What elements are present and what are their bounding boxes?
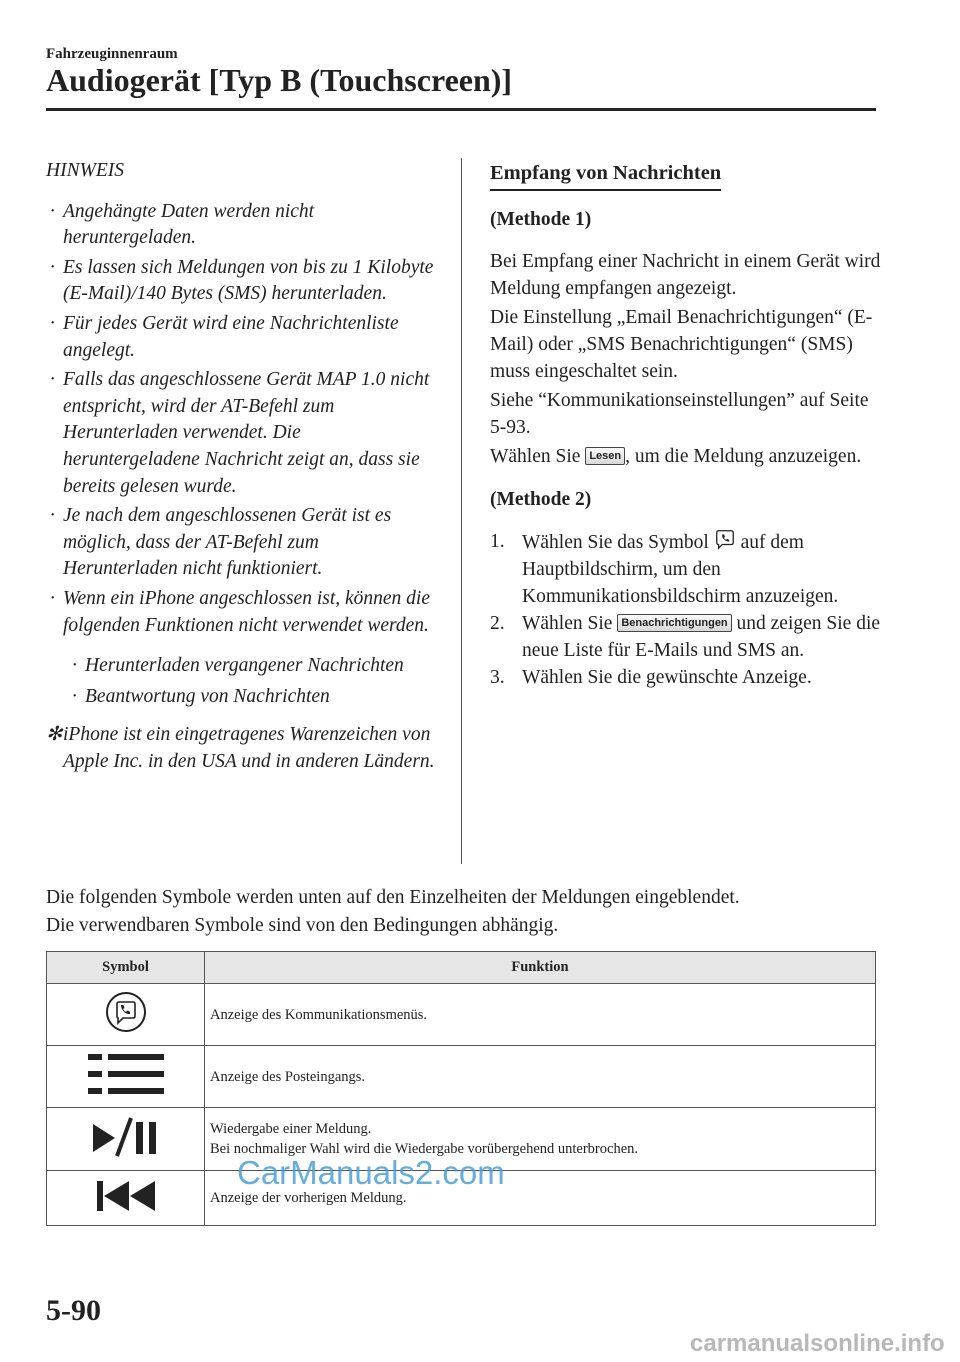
note-footnote: ✻ iPhone ist ein eingetragenes Warenzeichen von Apple Inc. in den USA und in anderen Ländern. [46, 724, 435, 772]
step: 2. Wählen Sie Benachrichtigungen und zeigen Sie die neue Liste für E-Mails und SMS an. [490, 613, 881, 661]
lesen-button[interactable]: Lesen [585, 447, 625, 465]
note-sub-bullet: · Herunterladen vergangener Nachrichten [72, 655, 404, 677]
method1-paragraph: Wählen Sie Lesen , um die Meldung anzuzeigen. [490, 446, 862, 467]
table-cell: Anzeige des Posteingangs. [205, 1046, 876, 1108]
table-cell: Anzeige der vorherigen Meldung. [205, 1171, 876, 1226]
table-cell: Wiedergabe einer Meldung. Bei nochmaliger Wahl wird die Wiedergabe vorübergehend unterbrochen. [205, 1108, 876, 1171]
note-bullet: · Es lassen sich Meldungen von bis zu 1 Kilobyte (E-Mail)/140 Bytes (SMS) herunterladen. [50, 256, 434, 305]
note-bullet: · Angehängte Daten werden nicht heruntergeladen. [50, 200, 315, 249]
method1-paragraph: Bei Empfang einer Nachricht in einem Gerät wird Meldung empfangen angezeigt. [490, 251, 881, 299]
method1-paragraph: Die Einstellung „Email Benachrichtigungen“ (E-Mail) oder „SMS Benachrichtigungen“ (SMS) muss eingeschaltet sein. [490, 307, 873, 382]
title-rule [46, 108, 876, 111]
table-row [47, 984, 876, 1046]
step: 3. Wählen Sie die gewünschte Anzeige. [490, 667, 812, 688]
table-cell: Anzeige des Kommunikationsmenüs. [205, 984, 876, 1046]
communication-icon [104, 990, 148, 1034]
table-header: Funktion [205, 952, 876, 984]
note-bullet: · Für jedes Gerät wird eine Nachrichtenliste angelegt. [50, 312, 399, 361]
previous-icon [95, 1177, 157, 1215]
list-icon [86, 1051, 166, 1097]
benachrichtigungen-button[interactable]: Benachrichtigungen [617, 614, 731, 632]
step: 1. Wählen Sie das Symbol auf dem Hauptbildschirm, um den Kommunikationsbildschirm anzuzeigen. [490, 528, 885, 610]
note-sub-bullet: · Beantwortung von Nachrichten [72, 685, 330, 707]
table-header: Symbol [47, 952, 205, 984]
note-bullet: · Wenn ein iPhone angeschlossen ist, können die folgenden Funktionen nicht verwendet werden. [50, 587, 430, 636]
receive-column [490, 160, 885, 691]
page-title: Audiogerät [Typ B (Touchscreen)] [46, 62, 513, 98]
note-bullet: · Falls das angeschlossene Gerät MAP 1.0 nicht entspricht, wird der AT-Befehl zum Herunterladen verwendet. Die heruntergeladene Nachricht zeigt an, dass sie bereits gelesen wurde. [50, 369, 430, 497]
section-label: Fahrzeuginnenraum [46, 46, 178, 62]
communication-icon[interactable] [714, 528, 736, 550]
site-watermark: carmanualsonline.info [690, 1330, 945, 1357]
method1-paragraph: Siehe “Kommunikationseinstellungen” auf Seite 5-93. [490, 390, 869, 438]
receive-heading: Empfang von Nachrichten [490, 160, 721, 191]
table-row [47, 1046, 876, 1108]
play-pause-icon [91, 1114, 161, 1160]
intro-text: Die folgenden Symbole werden unten auf den Einzelheiten der Meldungen eingeblendet. Die verwendbaren Symbole sind von den Bedingungen abhängig. [46, 887, 740, 936]
note-column [46, 158, 436, 775]
note-bullet: · Je nach dem angeschlossenen Gerät ist es möglich, dass der AT-Befehl zum Herunterladen nicht funktioniert. [50, 505, 392, 580]
note-heading: HINWEIS [46, 160, 124, 181]
column-divider [461, 158, 462, 864]
method2-heading: (Methode 2) [490, 489, 592, 510]
watermark: CarManuals2.com [237, 1154, 505, 1191]
page-number: 5-90 [46, 1294, 101, 1327]
method1-heading: (Methode 1) [490, 209, 592, 230]
